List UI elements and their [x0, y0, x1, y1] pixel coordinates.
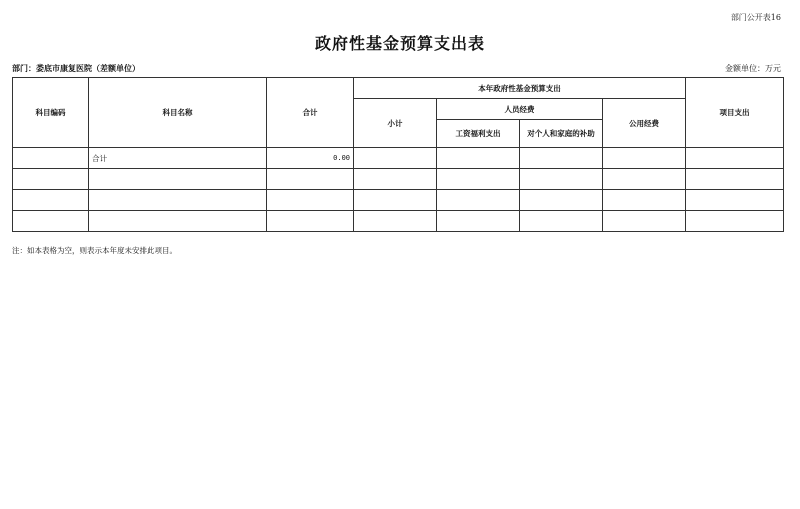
page-title: 政府性基金预算支出表	[314, 34, 485, 53]
cell-public-expenses	[603, 169, 686, 190]
cell-public-expenses	[603, 211, 686, 232]
cell-subject-code	[13, 148, 89, 169]
cell-subtotal	[354, 190, 437, 211]
cell-individual-family-subsidy	[520, 211, 603, 232]
header-project-expenditure: 项目支出	[686, 78, 784, 148]
cell-project-expenditure	[686, 190, 784, 211]
table-row	[13, 211, 784, 232]
cell-total: 0.00	[267, 148, 354, 169]
header-personnel-group: 人员经费	[437, 99, 603, 120]
table-row	[13, 190, 784, 211]
footnote: 注：如本表格为空，则表示本年度未安排此项目。	[12, 246, 177, 255]
cell-project-expenditure	[686, 148, 784, 169]
cell-public-expenses	[603, 190, 686, 211]
cell-subject-code	[13, 211, 89, 232]
cell-project-expenditure	[686, 169, 784, 190]
table-row	[13, 169, 784, 190]
cell-subject-code	[13, 169, 89, 190]
cell-subtotal	[354, 148, 437, 169]
table-row	[13, 148, 784, 169]
cell-subject-code	[13, 190, 89, 211]
header-public-expenses: 公用经费	[603, 99, 686, 148]
header-row-1	[13, 78, 784, 99]
budget-table	[12, 77, 784, 232]
header-subject-name: 科目名称	[89, 78, 267, 148]
cell-wages-welfare	[437, 148, 520, 169]
cell-subtotal	[354, 169, 437, 190]
cell-total	[267, 190, 354, 211]
header-individual-family-subsidy: 对个人和家庭的补助	[520, 120, 603, 148]
cell-subject-name: 合计	[89, 148, 267, 169]
form-number: 部门公开表16	[730, 13, 781, 22]
amount-unit-label: 金额单位：万元	[725, 64, 781, 73]
cell-wages-welfare	[437, 211, 520, 232]
cell-wages-welfare	[437, 169, 520, 190]
cell-total	[267, 211, 354, 232]
header-fund-expenditure-group: 本年政府性基金预算支出	[354, 78, 686, 99]
header-subtotal: 小计	[354, 99, 437, 148]
cell-subtotal	[354, 211, 437, 232]
cell-project-expenditure	[686, 211, 784, 232]
header-total: 合计	[267, 78, 354, 148]
cell-subject-name	[89, 211, 267, 232]
cell-individual-family-subsidy	[520, 169, 603, 190]
header-wages-welfare: 工资福利支出	[437, 120, 520, 148]
cell-public-expenses	[603, 148, 686, 169]
cell-subject-name	[89, 169, 267, 190]
cell-individual-family-subsidy	[520, 190, 603, 211]
cell-individual-family-subsidy	[520, 148, 603, 169]
cell-subject-name	[89, 190, 267, 211]
header-subject-code: 科目编码	[13, 78, 89, 148]
cell-wages-welfare	[437, 190, 520, 211]
department-label: 部门：娄底市康复医院（差额单位）	[12, 63, 140, 73]
cell-total	[267, 169, 354, 190]
